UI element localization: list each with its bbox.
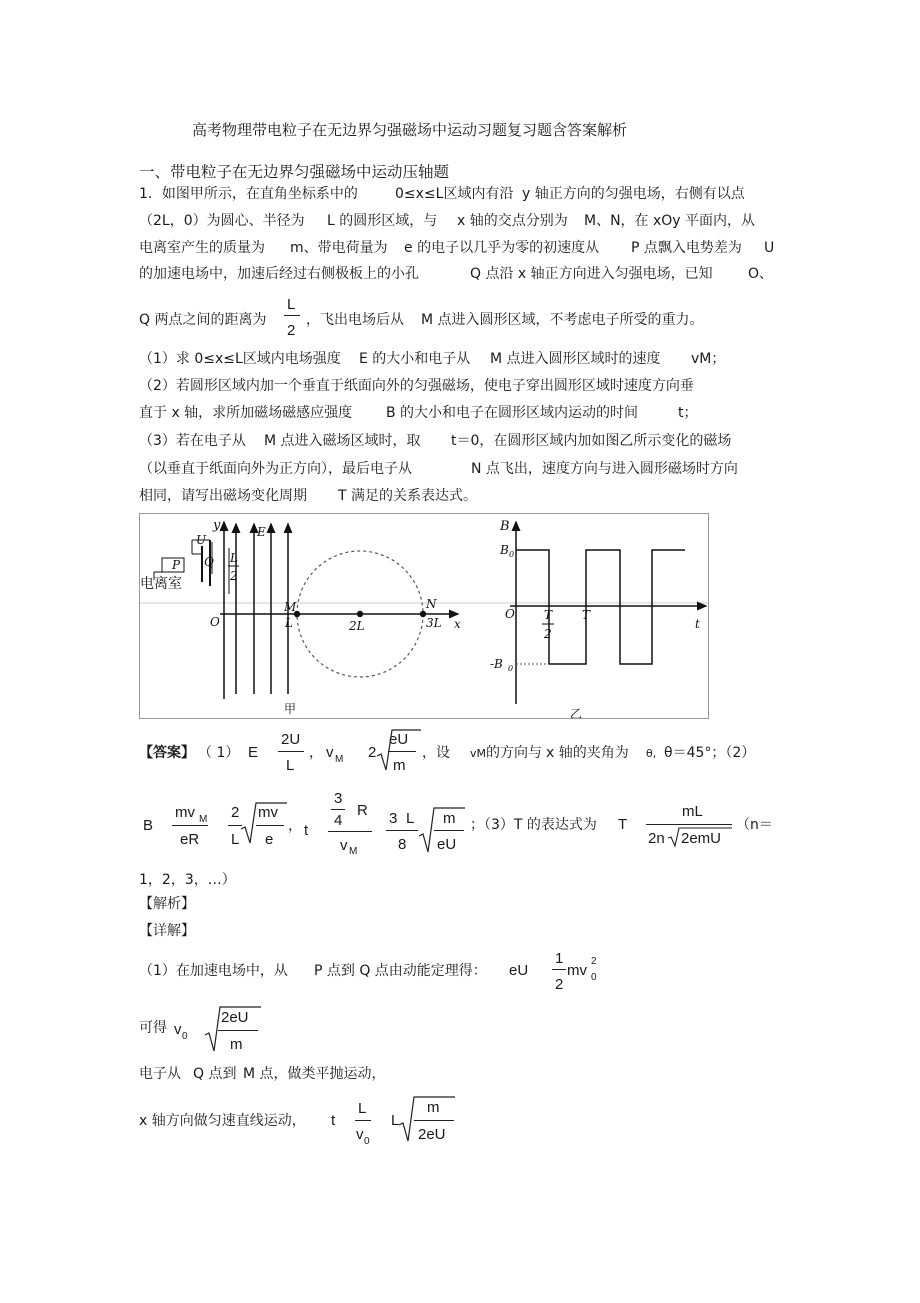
subscript: 0 [182,1031,188,1042]
math-symbol: B [143,817,154,834]
l2-denominator: 2 [230,569,238,583]
answer-text: （n＝ [736,817,773,833]
fraction-denominator: v [340,837,348,854]
analysis-text: x 轴方向做匀速直线运动， [139,1113,306,1129]
fraction-denominator: L [286,757,295,774]
fraction-bar [172,825,208,826]
l2-numerator: L [230,551,238,565]
problem-text: 0≤x≤L区域内有沿 [395,186,514,202]
answer-text: 的方向与 [486,745,542,761]
question-3: t＝0，在圆形区域内加如图乙所示变化的磁场 [451,433,732,449]
math-symbol: E [248,744,259,761]
problem-text: （2L，0）为圆心、半径为 [139,213,305,229]
fraction-denominator: eR [180,831,200,848]
question-3: （以垂直于纸面向外为正方向），最后电子从 [139,461,412,477]
answer-text: （ 1） [198,745,240,761]
fraction-denominator: eU [437,836,457,853]
answer-text: x 轴的夹角为 [546,745,629,761]
b-waveform [516,550,685,664]
fraction-numerator: 3 [334,790,343,807]
question-1: E 的大小和电子从 [359,351,471,367]
figure [139,513,709,719]
fraction-bar [331,809,345,810]
q-label: Q [204,555,214,569]
fraction-denominator: 2 [555,976,564,993]
answer-label: 【答案】 [139,745,195,761]
answer-text: ；（3）T 的表达式为 [470,817,597,833]
math-symbol: t [331,1112,336,1129]
subscript: M [335,754,344,765]
fraction-numerator: mv [175,804,195,821]
e-label: E [257,525,266,539]
math-symbol: R [357,802,368,819]
fraction-bar [646,824,732,825]
answer-text: 1，2，3，…） [139,872,236,888]
neg-b0-sub: 0 [508,664,514,673]
fraction-numerator: L [406,810,415,827]
fraction-numerator: 2U [281,731,301,748]
fraction-denominator: 8 [398,836,407,853]
fraction-denominator: m [230,1036,243,1053]
answer-text: vM [470,747,487,760]
neg-b0-label: -B [490,657,503,671]
fraction-numerator: mL [682,803,703,820]
analysis-text: 可得 [139,1020,167,1036]
math-symbol: t [304,822,309,839]
section-heading: 一、带电粒子在无边界匀强磁场中运动压轴题 [139,163,450,181]
fraction-bar [388,751,416,752]
fraction-bar [228,825,242,826]
question-1: （1）求 0≤x≤L区域内电场强度 [139,351,341,367]
math-symbol: mv [567,962,587,979]
fraction-denominator: m [393,757,406,774]
fraction-denominator: 4 [334,812,343,829]
t-tick-label: T [582,608,591,622]
fraction-bar [552,969,566,970]
2l-tick-label: 2L [349,619,365,633]
subscript: M [349,846,358,857]
analysis-label: 【解析】 [139,896,195,912]
answer-text: ， [309,745,323,761]
t2-denominator: 2 [544,627,552,641]
detail-label: 【详解】 [139,923,195,939]
superscript: 2 [591,956,597,967]
problem-text: M、N，在 xOy 平面内，从 [584,213,756,229]
fraction-bar [218,1030,258,1031]
caption-yi: 乙 [570,707,583,718]
problem-text: ，飞出电场后从 [306,312,404,328]
fraction-bar [355,1120,371,1121]
problem-text: 的加速电场中，加速后经过右侧极板上的小孔 [139,266,419,282]
problem-text: x 轴的交点分别为 [457,213,568,229]
fraction-numerator: eU [389,731,409,748]
problem-text: L 的圆形区域，与 [327,213,438,229]
caption-jia: 甲 [284,702,297,716]
n-label: N [426,597,437,611]
question-3: T 满足的关系表达式。 [338,488,478,504]
math-symbol: v [174,1021,182,1038]
p-label: P [172,558,181,572]
problem-text: Q 两点之间的距离为 [139,312,267,328]
origin-label: O [210,615,220,629]
problem-text: O、 [748,266,774,282]
question-2: t； [678,405,698,421]
t2-numerator: T [544,608,553,622]
question-2: B 的大小和电子在圆形区域内运动的时间 [386,405,639,421]
question-2: 直于 x 轴，求所加磁场磁感应强度 [139,405,353,421]
fraction-numerator: L [287,296,296,313]
x-label: x [454,617,461,631]
y-label: y [213,518,221,533]
fraction-numerator: L [358,1100,367,1117]
fraction-bar [278,751,304,752]
fraction-numerator: mv [258,804,278,821]
origin-label-right: O [505,607,515,621]
m-label: M [284,600,297,614]
fraction-denominator: v [356,1126,364,1143]
problem-text: e 的电子以几乎为零的初速度从 [404,240,600,256]
document-title: 高考物理带电粒子在无边界匀强磁场中运动习题复习题含答案解析 [192,121,628,139]
analysis-text: （1）在加速电场中，从 [139,963,288,979]
problem-text: m、带电荷量为 [290,240,388,256]
fraction-denominator: 2eU [418,1126,446,1143]
fraction-numerator: 1 [555,950,564,967]
analysis-text: Q 点到 [193,1066,237,1082]
fraction-numerator: 2eU [221,1009,249,1026]
problem-text: Q 点沿 x 轴正方向进入匀强电场，已知 [470,266,713,282]
fraction-bar [434,830,464,831]
fraction-bar [284,315,300,316]
analysis-text: P 点到 Q 点由动能定理得： [314,963,487,979]
math-symbol: L [391,1112,400,1129]
fraction-denominator: e [265,831,274,848]
fraction-numerator: 3 [389,810,398,827]
answer-text: θ, [646,747,657,760]
fraction-numerator: m [427,1099,440,1116]
fraction-denominator: 2emU [681,830,722,847]
subscript: M [199,814,208,825]
analysis-text: 电子从 [139,1066,181,1082]
problem-text: 电离室产生的质量为 [139,240,265,256]
problem-text: M 点进入圆形区域，不考虑电子所受的重力。 [421,312,704,328]
fraction-numerator: 2 [231,804,240,821]
question-3: M 点进入磁场区域时，取 [264,433,421,449]
problem-text: y 轴正方向的匀强电场，右侧有以点 [522,186,745,202]
answer-text: ， [288,818,302,834]
b0-label: B [500,543,509,557]
math-symbol: 2 [368,744,377,761]
math-symbol: v [326,744,334,761]
problem-text: 1．如图甲所示，在直角坐标系中的 [139,186,358,202]
ionization-room-label: 电离室 [140,576,182,592]
t-axis-label: t [695,617,700,631]
fraction-numerator: m [443,810,456,827]
fraction-bar [386,830,418,831]
question-1: M 点进入圆形区域时的速度 [490,351,661,367]
figure-diagram [140,514,708,718]
question-1: vM； [691,351,726,367]
problem-text: P 点飘入电势差为 [631,240,742,256]
answer-text: θ＝45°；（2） [664,745,756,761]
subscript: 0 [364,1136,370,1147]
u-label: U [196,533,207,547]
fraction-bar [328,831,372,832]
math-symbol: eU [509,962,529,979]
math-symbol: T [618,816,628,833]
analysis-text: M 点，做类平抛运动， [243,1066,386,1082]
3l-tick-label: 3L [426,616,442,630]
l-tick-label: L [285,616,293,630]
subscript: 0 [591,972,597,983]
question-3: N 点飞出，速度方向与进入圆形磁场时方向 [471,461,738,477]
problem-text: U [764,240,775,256]
fraction-denominator: 2 [287,322,296,339]
question-3: 相同，请写出磁场变化周期 [139,488,307,504]
b-axis-label: B [500,519,510,534]
b0-sub: 0 [509,550,515,559]
fraction-denominator: 2n [648,830,665,847]
answer-text: ，设 [422,745,450,761]
fraction-bar [256,825,284,826]
question-3: （3）若在电子从 [139,433,246,449]
fraction-bar [414,1120,454,1121]
point-center [357,611,363,617]
question-2: （2）若圆形区域内加一个垂直于纸面向外的匀强磁场，使电子穿出圆形区域时速度方向垂 [139,378,694,394]
fraction-denominator: L [231,831,240,848]
